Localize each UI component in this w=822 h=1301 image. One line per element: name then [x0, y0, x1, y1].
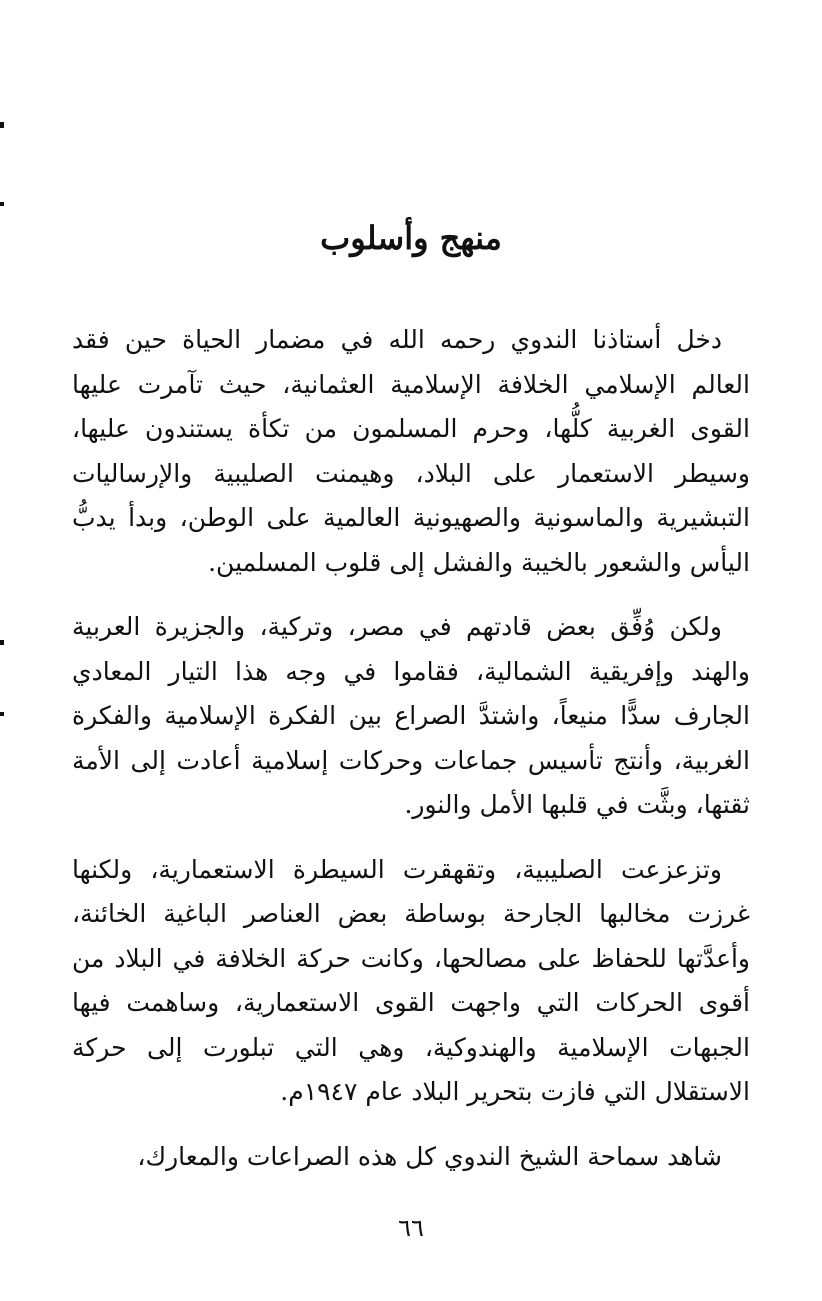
paragraph: وتزعزعت الصليبية، وتقهقرت السيطرة الاستعمارية، ولكنها غرزت مخالبها الجارحة بوساطة بعض العناصر الباغية الخائنة، وأعدَّتها للحفاظ على مصالحها، وكانت حركة الخلافة في البلاد من أقوى الحركات التي واجهت القوى الاستعمارية، وساهمت فيها الجبهات الإسلامية والهندوكية، وهي التي تبلورت إلى حركة الاستقلال التي فازت بتحرير البلاد عام ١٩٤٧م. [72, 854, 750, 1106]
chapter-title: منهج وأسلوب [320, 219, 502, 257]
page-number: ٦٦ [398, 1214, 424, 1242]
body-text [72, 318, 750, 1199]
paragraph: ولكن وُفِّق بعض قادتهم في مصر، وتركية، والجزيرة العربية والهند وإفريقية الشمالية، فقاموا في وجه هذا التيار المعادي الجارف سدًّا منيعاً، واشتدَّ الصراع بين الفكرة الإسلامية والفكرة الغربية، وأنتج تأسيس جماعات وحركات إسلامية أعادت إلى الأمة ثقتها، وبثَّت في قلبها الأمل والنور. [72, 612, 750, 819]
scan-edge-mark [0, 122, 4, 128]
scan-edge-mark [0, 640, 4, 645]
scan-edge-mark [0, 202, 4, 206]
paragraph: شاهد سماحة الشيخ الندوي كل هذه الصراعات والمعارك، [137, 1141, 722, 1171]
paragraph: دخل أستاذنا الندوي رحمه الله في مضمار الحياة حين فقد العالم الإسلامي الخلافة الإسلامية العثمانية، حيث تآمرت عليها القوى الغربية كلُّها، وحرم المسلمون من تكأة يستندون عليها، وسيطر الاستعمار على البلاد، وهيمنت الصليبية والإرساليات التبشيرية والماسونية والصهيونية العالمية على الوطن، وبدأ يدبُّ اليأس والشعور بالخيبة والفشل إلى قلوب المسلمين. [72, 325, 750, 577]
scan-edge-mark [0, 712, 4, 716]
